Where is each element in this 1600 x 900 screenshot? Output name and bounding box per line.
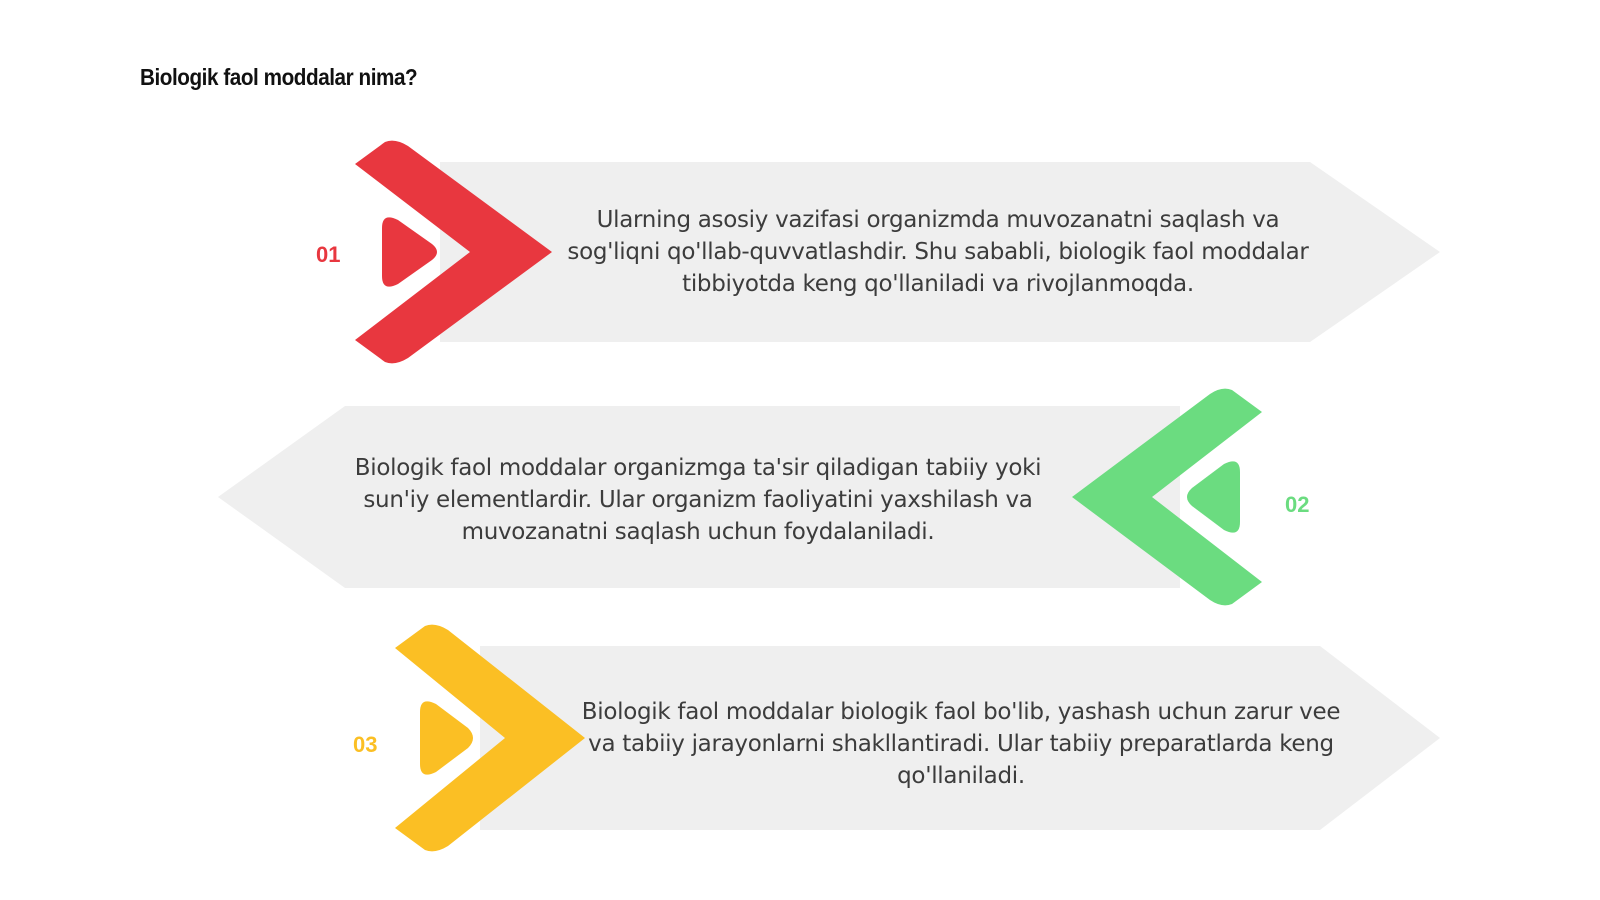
step-1-play-icon: [382, 217, 437, 286]
step-1-number: 01: [316, 242, 341, 267]
page-title: Biologik faol moddalar nima?: [140, 64, 418, 90]
step-3-number: 03: [353, 732, 378, 757]
step-3-play-icon: [420, 701, 473, 774]
step-2-play-icon: [1187, 461, 1240, 532]
step-3-text: Biologik faol moddalar biologik faol bo'lib, yashash uchun zarur vee va tabiiy jarayonlarni shakllantiradi. Ular tabiiy preparatlarda keng qo'llaniladi.: [581, 699, 1341, 789]
step-2-number: 02: [1285, 492, 1310, 517]
step-2-text: Biologik faol moddalar organizmga ta'sir qiladigan tabiiy yoki sun'iy elementlardir. Ular organizm faoliyatini yaxshilash va muvozanatni saqlash uchun foydalaniladi.: [354, 455, 1042, 545]
step-1-text: Ularning asosiy vazifasi organizmda muvozanatni saqlash va sog'liqni qo'llab-quvvatlashdir. Shu sababli, biologik faol moddalar tibbiyotda keng qo'llaniladi va rivojlanmoqda.: [567, 207, 1309, 297]
